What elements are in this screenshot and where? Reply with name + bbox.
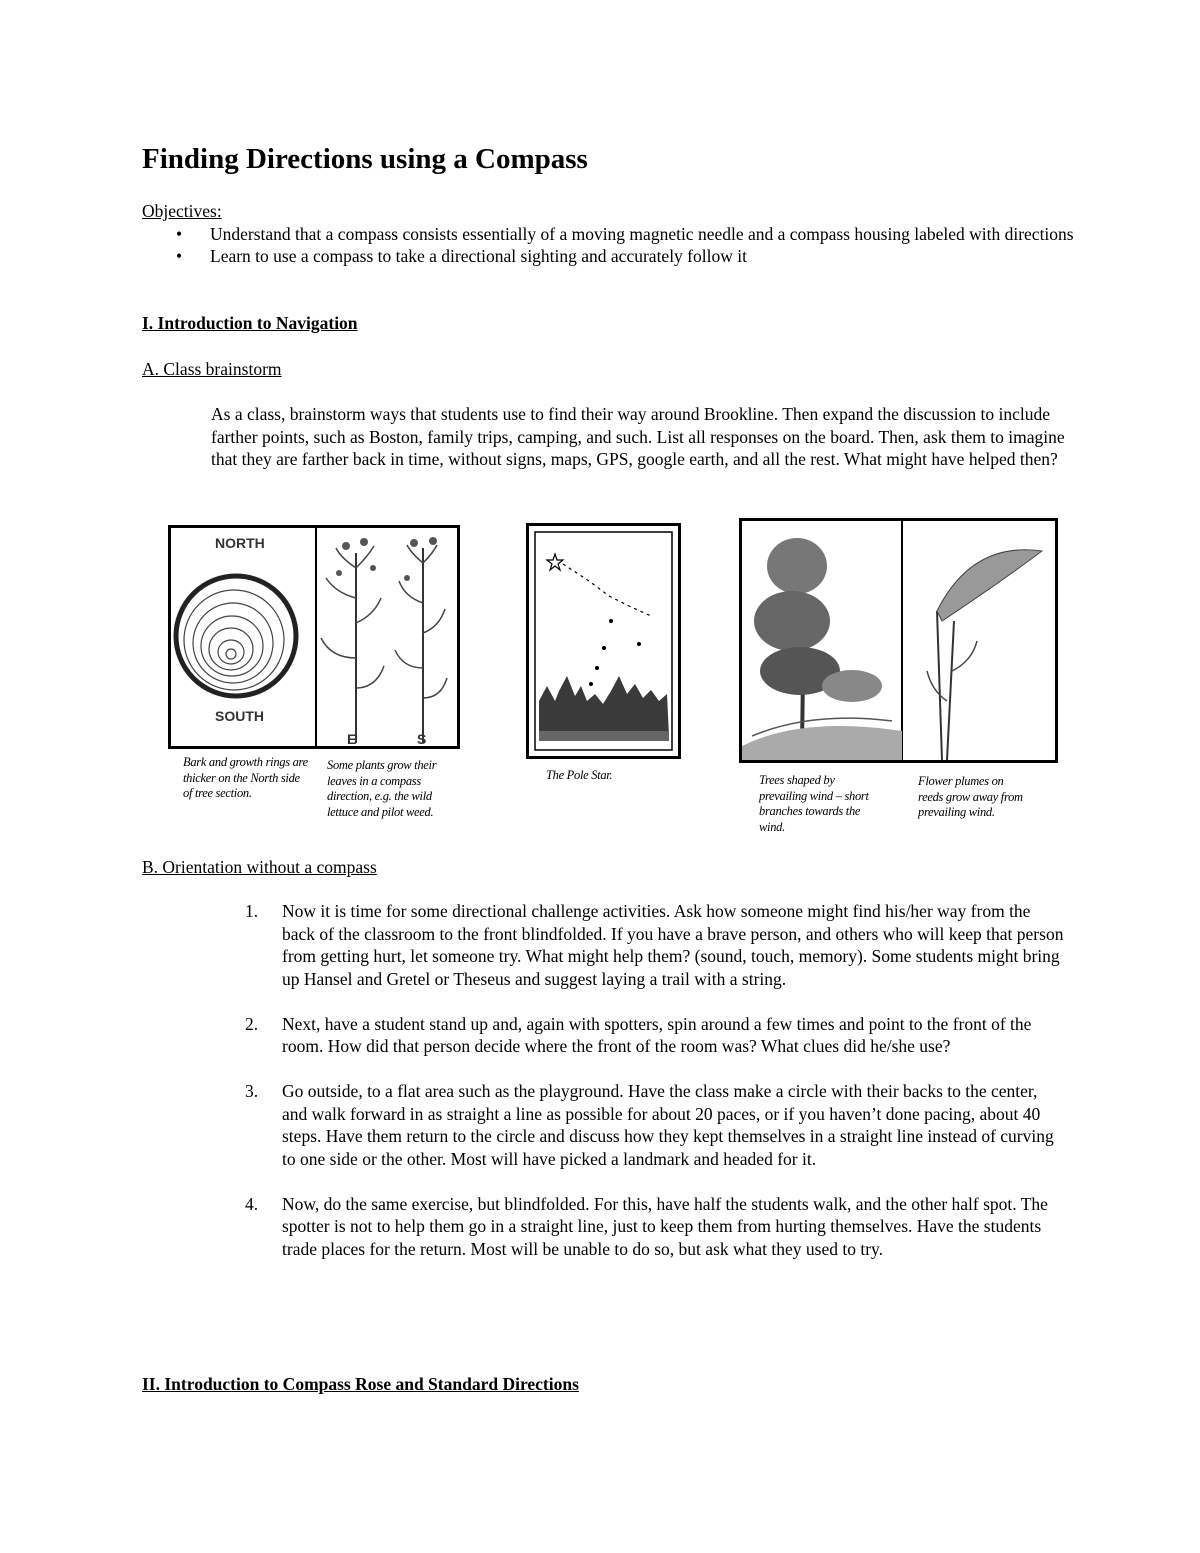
- objectives-block: [142, 200, 1082, 268]
- list-item: [245, 900, 1065, 990]
- wind-trees-reeds-illustration: [742, 521, 1055, 760]
- orientation-steps-list: [245, 900, 1065, 1283]
- section-heading-navigation: I. Introduction to Navigation: [142, 313, 358, 333]
- subsection-heading-brainstorm: A. Class brainstorm: [142, 359, 282, 379]
- caption-reeds: Flower plumes on reeds grow away from prevailing wind.: [918, 774, 1023, 819]
- pole-star-illustration: [529, 526, 678, 756]
- tree-rings-plants-illustration: [171, 528, 457, 746]
- figure-wind-trees-reeds: [739, 518, 1058, 763]
- list-item: [245, 1193, 1065, 1261]
- list-item-number: 2.: [245, 1013, 259, 1034]
- list-item-number: 1.: [245, 901, 259, 921]
- list-item-number: 3.: [245, 1081, 259, 1101]
- list-item-text: Now it is time for some directional challenge activities. Ask how someone might find his/her way from the back of the classroom to the front blindfolded. If you have a brave person, and others who will keep that person from getting hurt, let someone try. What might help them? (sound, touch, memory). Some students might bring up Hansel and Gretel or Theseus and suggest laying a trail with a string.: [282, 901, 1064, 989]
- caption-wind-trees: Trees shaped by prevailing wind – short branches towards the wind.: [759, 773, 869, 834]
- north-label: NORTH: [215, 535, 265, 551]
- objective-item: • Learn to use a compass to take a directional sighting and accurately follow it: [142, 245, 1082, 268]
- caption-tree-rings: Bark and growth rings are thicker on the North side of tree section.: [183, 755, 308, 800]
- south-label: SOUTH: [215, 708, 264, 724]
- figure-tree-rings-plants: [168, 525, 460, 749]
- objective-item: • Understand that a compass consists essentially of a moving magnetic needle and a compass housing labeled with directions: [142, 223, 1082, 246]
- objectives-label: Objectives:: [142, 201, 222, 221]
- list-item-text: Next, have a student stand up and, again with spotters, spin around a few times and point to the front of the room. How did that person decide where the front of the room was? What clues did he/she use?: [282, 1013, 1032, 1056]
- list-item-text: Now, do the same exercise, but blindfolded. For this, have half the students walk, and the other half spot. The spotter is not to help them go in a straight line, just to keep them from hurting themselves. Have the students trade places for the return. Most will be unable to do so, but ask what they used to try.: [282, 1193, 1048, 1259]
- page-title: Finding Directions using a Compass: [142, 143, 588, 175]
- east-label: E: [347, 731, 357, 746]
- section-heading-compass-rose: II. Introduction to Compass Rose and Standard Directions: [142, 1374, 579, 1394]
- brainstorm-paragraph: As a class, brainstorm ways that students use to find their way around Brookline. Then expand the discussion to include farther points, such as Boston, family trips, camping, and such. List all responses on the board. Then, ask them to imagine that they are farther back in time, without signs, maps, GPS, google earth, and all the rest. What might have helped then?: [211, 404, 1065, 469]
- south-plant-label: S: [417, 731, 427, 746]
- caption-plants: Some plants grow their leaves in a compass direction, e.g. the wild lettuce and pilot weed.: [327, 758, 437, 819]
- list-item: [245, 1080, 1065, 1170]
- list-item-number: 4.: [245, 1193, 259, 1214]
- subsection-heading-orientation: B. Orientation without a compass: [142, 857, 377, 877]
- figure-pole-star: [526, 523, 681, 759]
- caption-pole-star: The Pole Star.: [546, 768, 613, 782]
- list-item: [245, 1013, 1065, 1058]
- list-item-text: Go outside, to a flat area such as the playground. Have the class make a circle with their backs to the center, and walk forward in as straight a line as possible for about 20 paces, or if you haven’t done pacing, about 40 steps. Have them return to the circle and discuss how they kept themselves in a straight line instead of curving to one side or the other. Most will have picked a landmark and headed for it.: [282, 1081, 1054, 1169]
- objectives-list: [142, 223, 1082, 268]
